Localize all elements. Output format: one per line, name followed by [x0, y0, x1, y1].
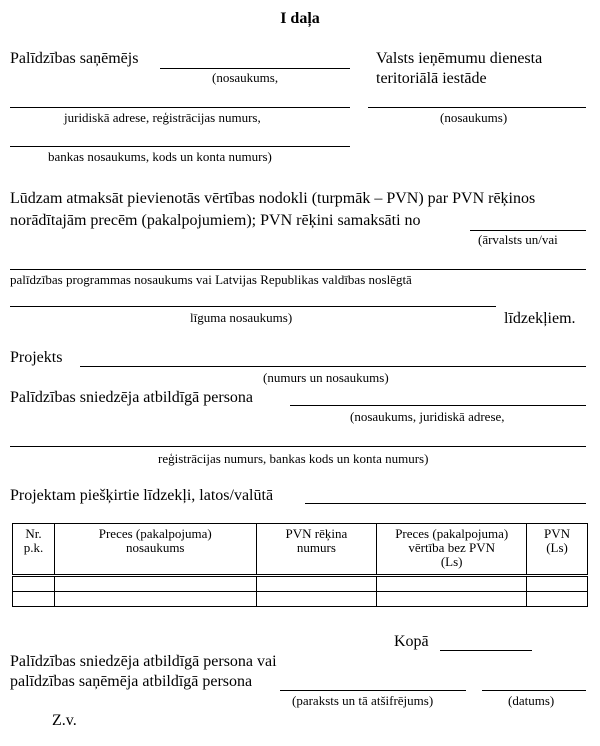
table-cell[interactable] [54, 576, 256, 592]
table-row [13, 576, 588, 592]
table-cell[interactable] [54, 592, 256, 607]
signature-hint: (paraksts un tā atšifrējums) [292, 693, 434, 708]
program-name-hint: palīdzības programmas nosaukums vai Latvijas Republikas valdības noslēgtā [10, 272, 412, 287]
recipient-label: Palīdzības saņēmējs [10, 50, 139, 67]
contract-name-hint: līguma nosaukums) [190, 310, 293, 325]
donor-name-line[interactable] [290, 405, 586, 406]
request-line2: norādītajām precēm (pakalpojumiem); PVN rēķini samaksāti no [10, 212, 421, 229]
col-header-value-excl-vat: Preces (pakalpojuma) vērtība bez PVN (Ls) [377, 524, 527, 576]
stamp-place-label: Z.v. [52, 712, 77, 729]
donor-bank-line[interactable] [10, 446, 586, 447]
recipient-bank-hint: bankas nosaukums, kods un konta numurs) [48, 149, 272, 164]
signature-line[interactable] [280, 690, 466, 691]
table-cell[interactable] [256, 592, 377, 607]
tax-office-name-line[interactable] [368, 107, 586, 108]
table-cell[interactable] [527, 576, 588, 592]
funding-source-hint: (ārvalsts un/vai [478, 232, 558, 247]
signature-label-line1: Palīdzības sniedzēja atbildīgā persona vai [10, 653, 277, 670]
total-line[interactable] [440, 650, 532, 651]
table-cell[interactable] [377, 592, 527, 607]
recipient-address-line[interactable] [10, 107, 350, 108]
project-line[interactable] [80, 366, 586, 367]
project-hint: (numurs un nosaukums) [263, 370, 389, 385]
col-header-invoice-number: PVN rēķina numurs [256, 524, 377, 576]
signature-label-line2: palīdzības saņēmēja atbildīgā persona [10, 673, 253, 690]
funds-line[interactable] [305, 503, 586, 504]
funding-source-line[interactable] [470, 230, 586, 231]
donor-name-hint: (nosaukums, juridiskā adrese, [350, 409, 505, 424]
donor-bank-hint: reģistrācijas numurs, bankas kods un konta numurs) [158, 451, 429, 466]
table-cell[interactable] [527, 592, 588, 607]
funds-label: Projektam piešķirtie līdzekļi, latos/valūtā [10, 487, 274, 504]
tax-office-line1: Valsts ieņēmumu dienesta [376, 50, 543, 67]
table-cell[interactable] [256, 576, 377, 592]
contract-name-line[interactable] [10, 306, 496, 307]
program-name-line[interactable] [10, 269, 586, 270]
col-header-vat: PVN (Ls) [527, 524, 588, 576]
project-label: Projekts [10, 349, 63, 366]
tax-office-line2: teritoriālā iestāde [376, 70, 487, 87]
request-suffix: līdzekļiem. [504, 310, 576, 327]
table-cell[interactable] [13, 576, 55, 592]
page-title: I daļa [280, 10, 320, 27]
table-header-row [13, 524, 588, 576]
table-row [13, 592, 588, 607]
table-cell[interactable] [13, 592, 55, 607]
col-header-goods-name: Preces (pakalpojuma) nosaukums [54, 524, 256, 576]
recipient-address-hint: juridiskā adrese, reģistrācijas numurs, [64, 110, 261, 125]
date-line[interactable] [482, 690, 586, 691]
recipient-name-line[interactable] [160, 68, 350, 69]
col-header-number: Nr. p.k. [13, 524, 55, 576]
recipient-bank-line[interactable] [10, 146, 350, 147]
recipient-name-hint: (nosaukums, [212, 70, 279, 85]
total-label: Kopā [394, 633, 429, 650]
invoice-table [12, 523, 588, 607]
date-hint: (datums) [508, 693, 555, 708]
donor-label: Palīdzības sniedzēja atbildīgā persona [10, 389, 254, 406]
table-cell[interactable] [377, 576, 527, 592]
tax-office-hint: (nosaukums) [440, 110, 508, 125]
request-line1: Lūdzam atmaksāt pievienotās vērtības nodokli (turpmāk – PVN) par PVN rēķinos [10, 190, 536, 207]
